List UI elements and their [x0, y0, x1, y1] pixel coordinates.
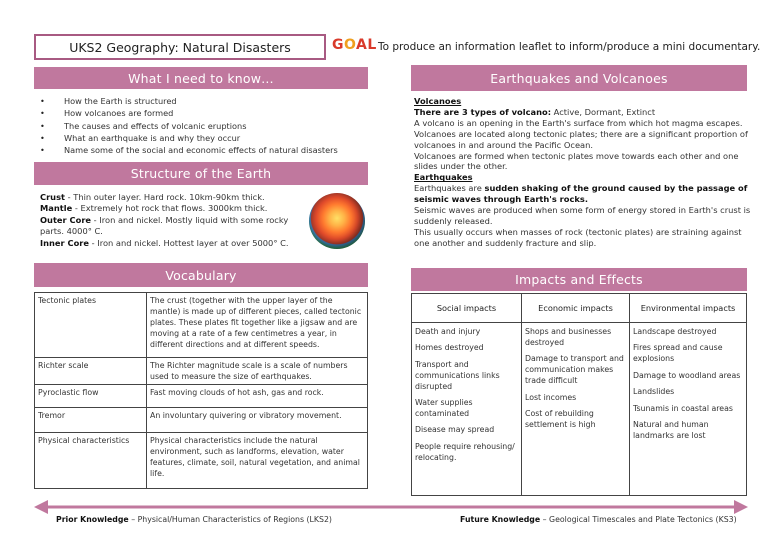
impacts-table [411, 293, 747, 496]
table-row [35, 433, 368, 489]
vocabulary-heading: Vocabulary [34, 263, 368, 287]
know-list [40, 95, 370, 156]
vocab-definition: The Richter magnitude scale is a scale of numbers used to measure the size of earthquakes. [147, 358, 368, 385]
vocab-term: Tectonic plates [35, 293, 147, 358]
list-item: • What an earthquake is and why they occur [40, 132, 370, 144]
list-item: Death and injury [415, 327, 481, 336]
goal-logo: GOAL [332, 37, 377, 53]
impacts-heading: Impacts and Effects [411, 268, 747, 291]
vocab-term: Physical characteristics [35, 433, 147, 489]
layer-crust: Crust - Thin outer layer. Hard rock. 10km-90km thick. [40, 192, 265, 202]
table-header-row [412, 294, 747, 323]
list-item: Water supplies contaminated [415, 398, 473, 418]
list-item: People require rehousing/ relocating. [415, 441, 515, 462]
list-item: Landslides [633, 387, 675, 397]
future-knowledge: Future Knowledge – Geological Timescales and Plate Tectonics (KS3) [460, 515, 737, 524]
list-item: Landscape destroyed [633, 327, 717, 336]
vocab-term: Tremor [35, 408, 147, 433]
volcanoes-subheading: Volcanoes [414, 96, 462, 106]
vocab-definition: Fast moving clouds of hot ash, gas and rock. [147, 385, 368, 408]
layer-inner-core: Inner Core - Iron and nickel. Hottest layer at over 5000° C. [40, 237, 289, 248]
list-item: Damage to transport and communication makes trade difficult [525, 354, 624, 386]
table-row [35, 408, 368, 433]
list-item: Homes destroyed [415, 343, 484, 353]
vocabulary-table [34, 292, 368, 489]
volcano-paragraph: A volcano is an opening in the Earth's surface from which hot magma escapes. [414, 117, 743, 128]
list-item: Shops and businesses destroyed [525, 327, 612, 347]
volcano-types: There are 3 types of volcano: Active, Dormant, Extinct [414, 106, 656, 117]
list-item: Tsunamis in coastal areas [633, 403, 733, 413]
list-item: Fires spread and cause explosions [633, 343, 723, 364]
know-heading: What I need to know… [34, 67, 368, 89]
environmental-impacts-cell [630, 323, 747, 496]
structure-heading: Structure of the Earth [34, 162, 368, 185]
social-impacts-cell [412, 323, 522, 496]
earthquakes-subheading: Earthquakes [414, 172, 473, 183]
column-header-social: Social impacts [412, 294, 522, 323]
goal-statement: To produce an information leaflet to inform/produce a mini documentary. [378, 41, 761, 53]
list-item: Transport and communications links disrupted [415, 359, 500, 391]
list-item: • How the Earth is structured [40, 95, 370, 107]
vocab-definition: Physical characteristics include the natural environment, such as landforms, elevation, water features, climate, soil, natural vegetation, and animal life. [147, 433, 368, 489]
table-row [412, 323, 747, 496]
page-title-text: UKS2 Geography: Natural Disasters [69, 39, 291, 55]
vocab-term: Richter scale [35, 358, 147, 385]
structure-text [40, 192, 302, 249]
earthquake-definition: Earthquakes are sudden shaking of the ground caused by the passage of seismic waves through Earth's rocks. [414, 183, 748, 205]
volcano-paragraph: Volcanoes are located along tectonic plates; there are a significant proportion of volcanoes in and around the Pacific Ocean. [414, 128, 748, 150]
list-item: • The causes and effects of volcanic eruptions [40, 120, 370, 132]
table-row [35, 358, 368, 385]
column-header-economic: Economic impacts [522, 294, 630, 323]
table-row [35, 293, 368, 358]
earth-cross-section-image [309, 193, 365, 249]
earthquakes-heading: Earthquakes and Volcanoes [411, 65, 747, 91]
layer-mantle: Mantle - Extremely hot rock that flows. 3000km thick. [40, 203, 268, 214]
volcano-paragraph: Volcanoes are formed when tectonic plates move towards each other and one slides under the other. [414, 150, 739, 172]
list-item: Damage to woodland areas [633, 370, 741, 380]
list-item: Lost incomes [525, 392, 577, 402]
earthquakes-text [414, 96, 754, 249]
page-title [34, 34, 326, 60]
table-row [35, 385, 368, 408]
vocab-definition: An involuntary quivering or vibratory movement. [147, 408, 368, 433]
list-item: • How volcanoes are formed [40, 107, 370, 119]
layer-outer-core: Outer Core - Iron and nickel. Mostly liquid with some rocky parts. 4000° C. [40, 214, 289, 237]
economic-impacts-cell [522, 323, 630, 496]
prior-knowledge: Prior Knowledge – Physical/Human Characteristics of Regions (LKS2) [56, 515, 332, 524]
list-item: Natural and human landmarks are lost [633, 419, 709, 440]
vocab-term: Pyroclastic flow [35, 385, 147, 408]
column-header-environmental: Environmental impacts [630, 294, 747, 323]
list-item: Disease may spread [415, 425, 495, 435]
vocab-definition: The crust (together with the upper layer of the mantle) is made up of different pieces, called tectonic plates. These plates fit together like a jigsaw and are moving at a rate of a few centimetres a year, in different directions and at different speeds. [147, 293, 368, 358]
earthquake-paragraph: Seismic waves are produced when some form of energy stored in Earth's crust is suddenly released. [414, 205, 751, 226]
list-item: • Name some of the social and economic effects of natural disasters [40, 144, 370, 156]
list-item: Cost of rebuilding settlement is high [525, 408, 596, 429]
earthquake-paragraph: This usually occurs when masses of rock (tectonic plates) are straining against one another and suddenly fracture and slip. [414, 226, 742, 248]
